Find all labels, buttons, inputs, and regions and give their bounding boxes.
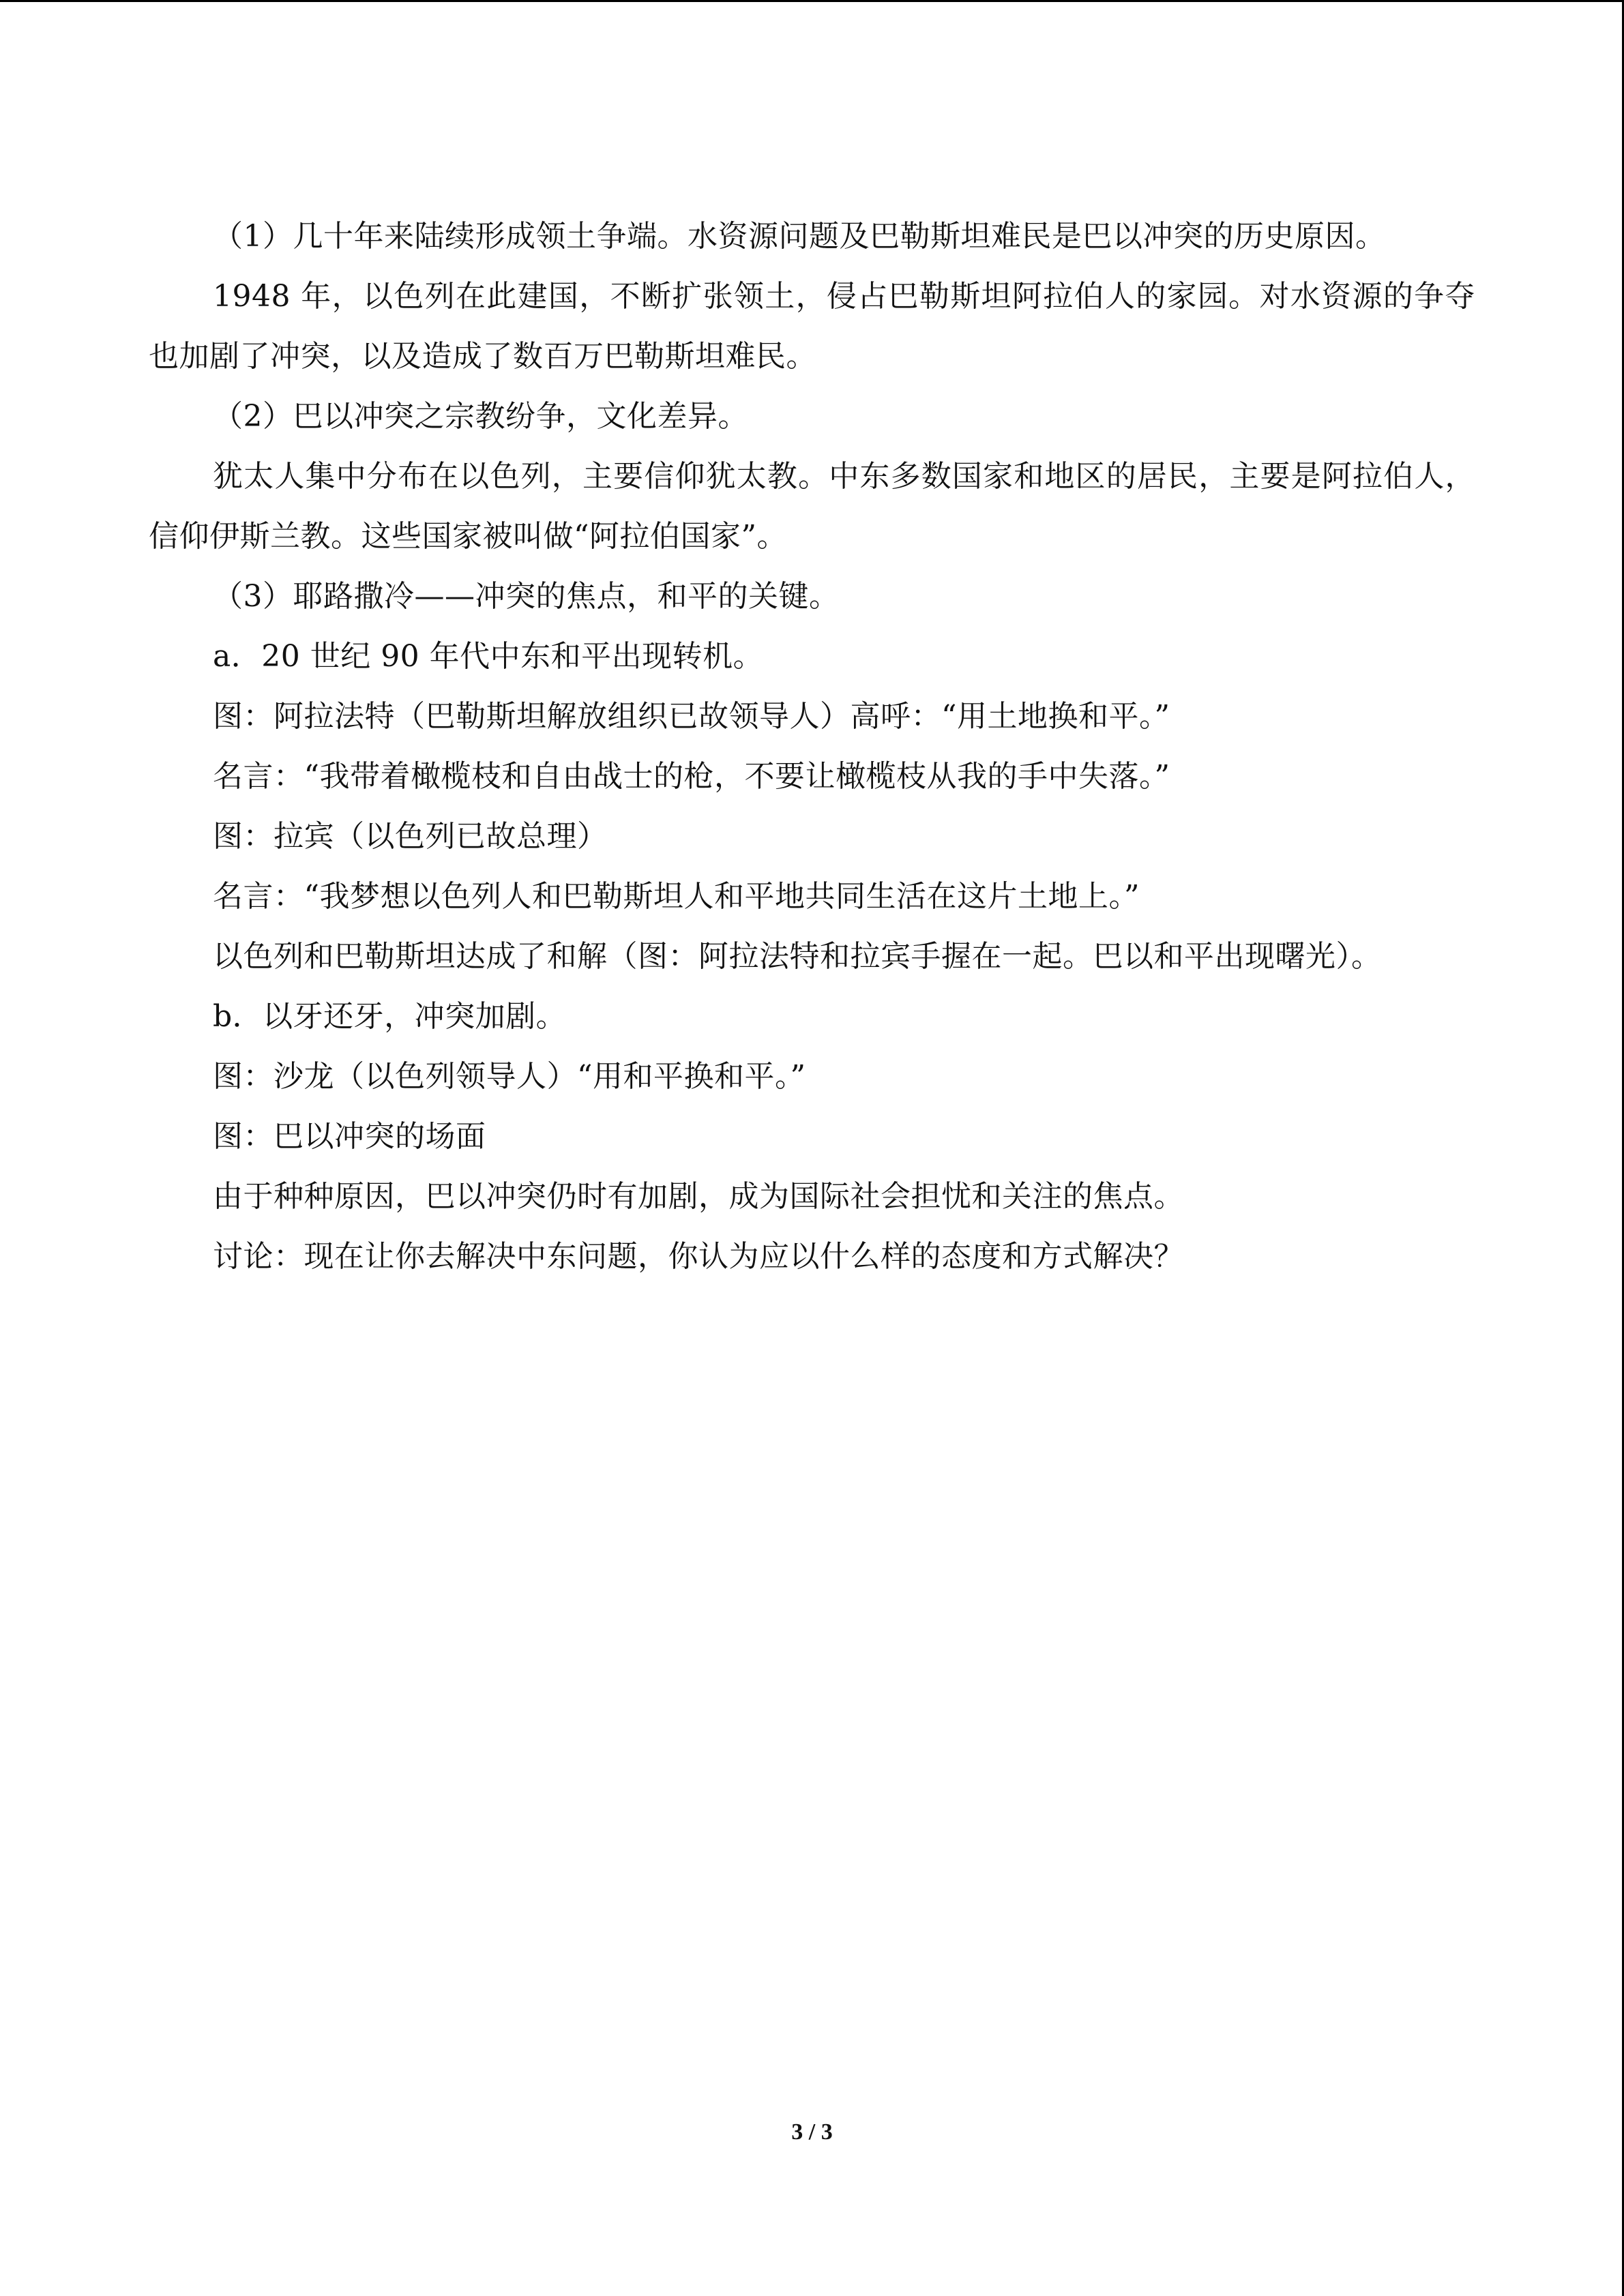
paragraph-1948-founding: 1948 年，以色列在此建国，不断扩张领土，侵占巴勒斯坦阿拉伯人的家园。对水资源的争夺也加剧了冲突，以及造成了数百万巴勒斯坦难民。 [149, 279, 1475, 374]
paragraph-religion-detail: 犹太人集中分布在以色列，主要信仰犹太教。中东多数国家和地区的居民，主要是阿拉伯人，信仰伊斯兰教。这些国家被叫做“阿拉伯国家”。 [149, 459, 1475, 554]
document-body [149, 207, 1475, 1287]
paragraph-rabin-figure: 图：拉宾（以色列已故总理） [213, 819, 608, 854]
paragraph-jerusalem-heading: （3）耶路撒冷——冲突的焦点，和平的关键。 [213, 579, 840, 614]
paragraph-conflict-scene: 图：巴以冲突的场面 [213, 1119, 486, 1154]
paragraph-sharon-figure: 图：沙龙（以色列领导人）“用和平换和平。” [213, 1059, 806, 1094]
paragraph-1990s-turning-point: a．20 世纪 90 年代中东和平出现转机。 [213, 639, 764, 674]
paragraph-discussion-question: 讨论：现在让你去解决中东问题，你认为应以什么样的态度和方式解决？ [213, 1239, 1184, 1274]
paragraph-history-cause-heading: （1）几十年来陆续形成领土争端。水资源问题及巴勒斯坦难民是巴以冲突的历史原因。 [213, 219, 1386, 254]
paragraph-conflict-intensifies: b．以牙还牙，冲突加剧。 [213, 999, 567, 1034]
paragraph-international-focus: 由于种种原因，巴以冲突仍时有加剧，成为国际社会担忧和关注的焦点。 [213, 1179, 1184, 1214]
paragraph-arafat-quote: 名言：“我带着橄榄枝和自由战士的枪，不要让橄榄枝从我的手中失落。” [213, 759, 1170, 794]
paragraph-arafat-figure: 图：阿拉法特（巴勒斯坦解放组织已故领导人）高呼：“用土地换和平。” [213, 699, 1170, 734]
paragraph-rabin-quote: 名言：“我梦想以色列人和巴勒斯坦人和平地共同生活在这片土地上。” [213, 879, 1140, 914]
paragraph-religion-heading: （2）巴以冲突之宗教纷争，文化差异。 [213, 399, 748, 434]
page-number: 3 / 3 [791, 2119, 833, 2145]
paragraph-reconciliation: 以色列和巴勒斯坦达成了和解（图：阿拉法特和拉宾手握在一起。巴以和平出现曙光）。 [213, 939, 1382, 974]
